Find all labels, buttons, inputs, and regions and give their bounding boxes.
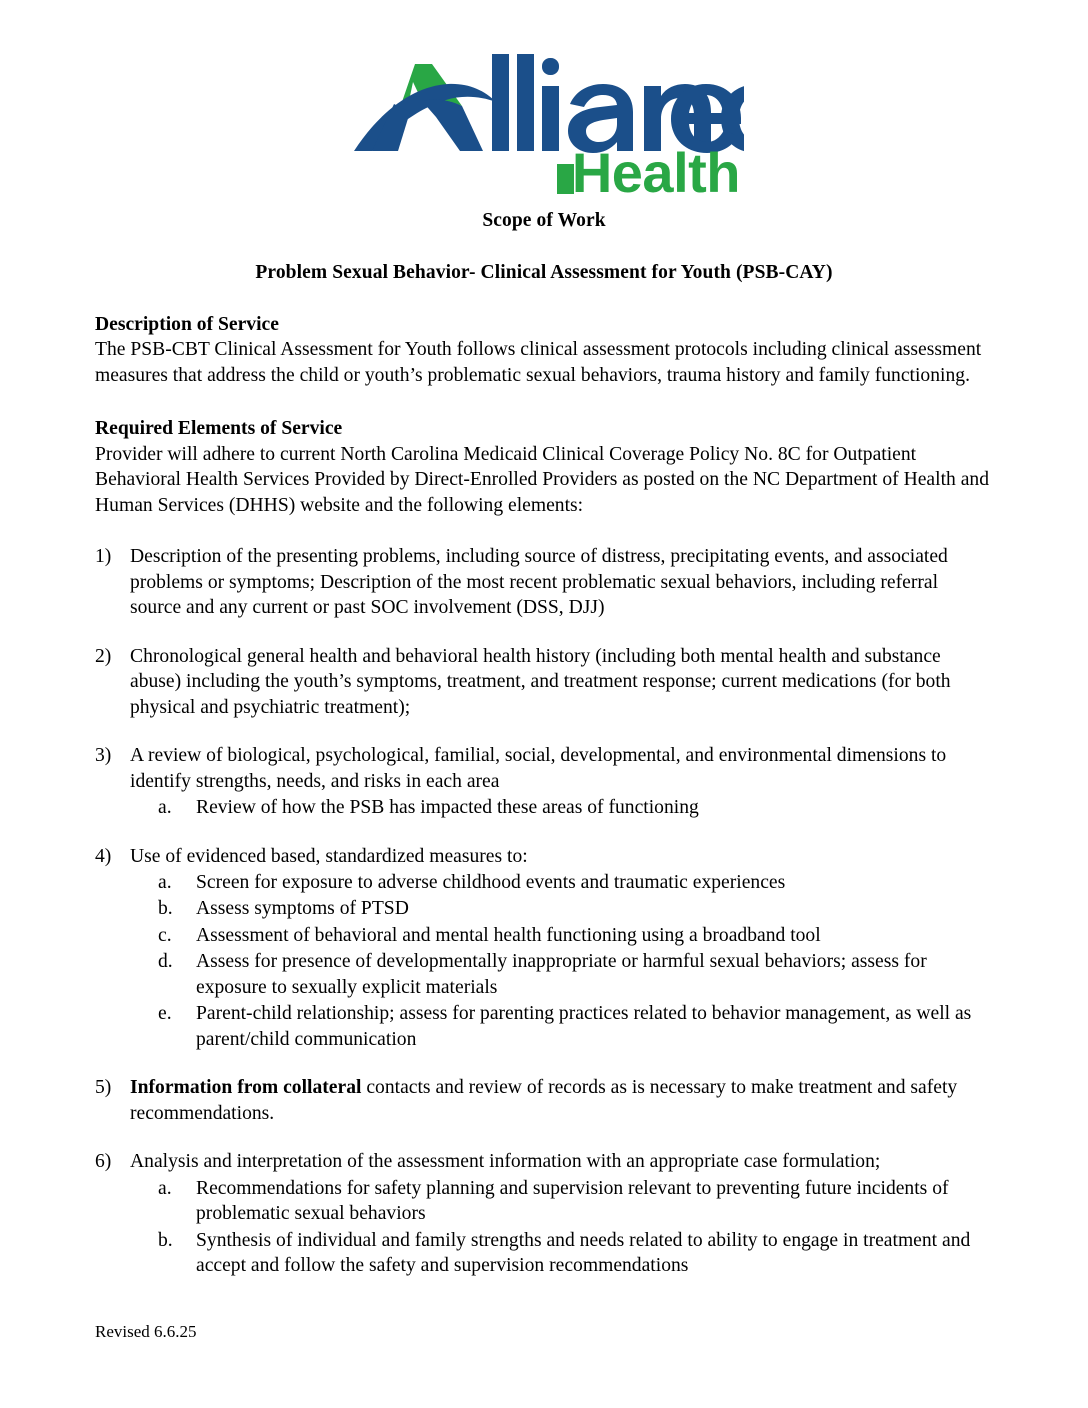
requirement-subitem-text: Assess for presence of developmentally inappropriate or harmful sexual behaviors; assess for exposure to sexually explicit materials xyxy=(196,951,927,998)
requirement-subitem xyxy=(130,949,993,1000)
alliance-health-logo xyxy=(344,46,744,194)
requirement-subitem-text: Assessment of behavioral and mental health functioning using a broadband tool xyxy=(196,924,821,946)
requirement-subitem-marker: b. xyxy=(158,1229,173,1251)
requirement-marker: 6) xyxy=(95,1151,112,1173)
requirement-subitem-marker: c. xyxy=(158,924,172,946)
requirement-sublist xyxy=(130,795,993,820)
requirement-text: Analysis and interpretation of the assessment information with an appropriate case formulation; xyxy=(130,1151,881,1173)
section-paragraph: The PSB-CBT Clinical Assessment for Youth follows clinical assessment protocols including clinical assessment measures that address the child or youth’s problematic sexual behaviors, trauma history and family functioning. xyxy=(95,339,982,386)
requirement-sublist xyxy=(130,870,993,1052)
requirement-text: Use of evidenced based, standardized measures to: xyxy=(130,845,528,867)
requirement-item xyxy=(95,644,993,720)
requirement-subitem-text: Recommendations for safety planning and supervision relevant to preventing future incidents of problematic sexual behaviors xyxy=(196,1177,949,1225)
requirement-subitem-text: Synthesis of individual and family strengths and needs related to ability to engage in treatment and accept and follow the safety and supervision recommendations xyxy=(196,1229,971,1277)
requirement-item xyxy=(95,1075,993,1126)
requirement-subitem-marker: b. xyxy=(158,898,173,920)
document-body xyxy=(95,312,993,1279)
requirement-text-rest: contacts and review of records as is necessary to make treatment and safety recommendations. xyxy=(130,1077,958,1124)
section-paragraph: Provider will adhere to current North Carolina Medicaid Clinical Coverage Policy No. 8C for Outpatient Behavioral Health Services Provided by Direct-Enrolled Providers as posted on the NC Department of Health and Human Services (DHHS) website and the following elements: xyxy=(95,443,989,516)
requirement-subitem xyxy=(130,795,993,820)
requirement-item xyxy=(95,544,993,620)
requirement-subitem-text: Parent-child relationship; assess for parenting practices related to behavior management, as well as parent/child communication xyxy=(196,1003,972,1050)
requirement-text: Chronological general health and behavioral health history (including both mental health and substance abuse) including the youth’s symptoms, treatment, and treatment response; current medications (for both physical and psychiatric treatment); xyxy=(130,645,951,718)
requirement-text xyxy=(130,1075,993,1126)
requirement-subitem-marker: d. xyxy=(158,951,173,973)
requirement-subitem xyxy=(130,870,993,895)
requirement-subitem-text: Review of how the PSB has impacted these areas of functioning xyxy=(196,797,699,819)
requirement-marker: 2) xyxy=(95,645,112,667)
section-heading: Description of Service xyxy=(95,314,279,335)
page-subtitle: Problem Sexual Behavior- Clinical Assessment for Youth (PSB-CAY) xyxy=(255,262,833,283)
requirement-sublist xyxy=(130,1176,993,1279)
requirement-subitem-text: Screen for exposure to adverse childhood events and traumatic experiences xyxy=(196,871,786,893)
requirement-item xyxy=(95,1149,993,1278)
page-title: Scope of Work xyxy=(482,210,606,231)
requirement-marker: 4) xyxy=(95,845,112,867)
requirement-subitem xyxy=(130,923,993,948)
requirement-marker: 1) xyxy=(95,546,112,568)
requirement-subitem-text: Assess symptoms of PTSD xyxy=(196,898,409,920)
requirement-item xyxy=(95,743,993,820)
requirement-bold-lead: Information from collateral xyxy=(130,1077,362,1099)
logo-block xyxy=(0,0,1088,194)
requirements-list xyxy=(95,544,993,1278)
section-heading: Required Elements of Service xyxy=(95,418,343,440)
svg-text:Health: Health xyxy=(571,141,740,194)
requirement-subitem-marker: a. xyxy=(158,1177,172,1199)
alliance-health-logo-icon xyxy=(344,46,744,194)
requirement-subitem-marker: a. xyxy=(158,871,172,893)
revision-footer: Revised 6.6.25 xyxy=(95,1322,197,1341)
section-required-elements-of-service xyxy=(95,416,993,518)
requirement-subitem xyxy=(130,896,993,921)
requirement-marker: 5) xyxy=(95,1077,112,1099)
requirement-subitem-marker: e. xyxy=(158,1003,172,1025)
requirement-text: A review of biological, psychological, familial, social, developmental, and environmental dimensions to identify strengths, needs, and risks in each area xyxy=(130,745,947,792)
requirement-subitem xyxy=(130,1001,993,1052)
requirement-text: Description of the presenting problems, including source of distress, precipitating events, and associated problems or symptoms; Description of the most recent problematic sexual behaviors, including referral source and any current or past SOC involvement (DSS, DJJ) xyxy=(130,546,948,619)
requirement-marker: 3) xyxy=(95,745,112,767)
section-description-of-service xyxy=(95,312,993,388)
requirement-subitem xyxy=(130,1176,993,1227)
requirement-subitem-marker: a. xyxy=(158,797,172,819)
requirement-item xyxy=(95,844,993,1053)
requirement-subitem xyxy=(130,1228,993,1279)
